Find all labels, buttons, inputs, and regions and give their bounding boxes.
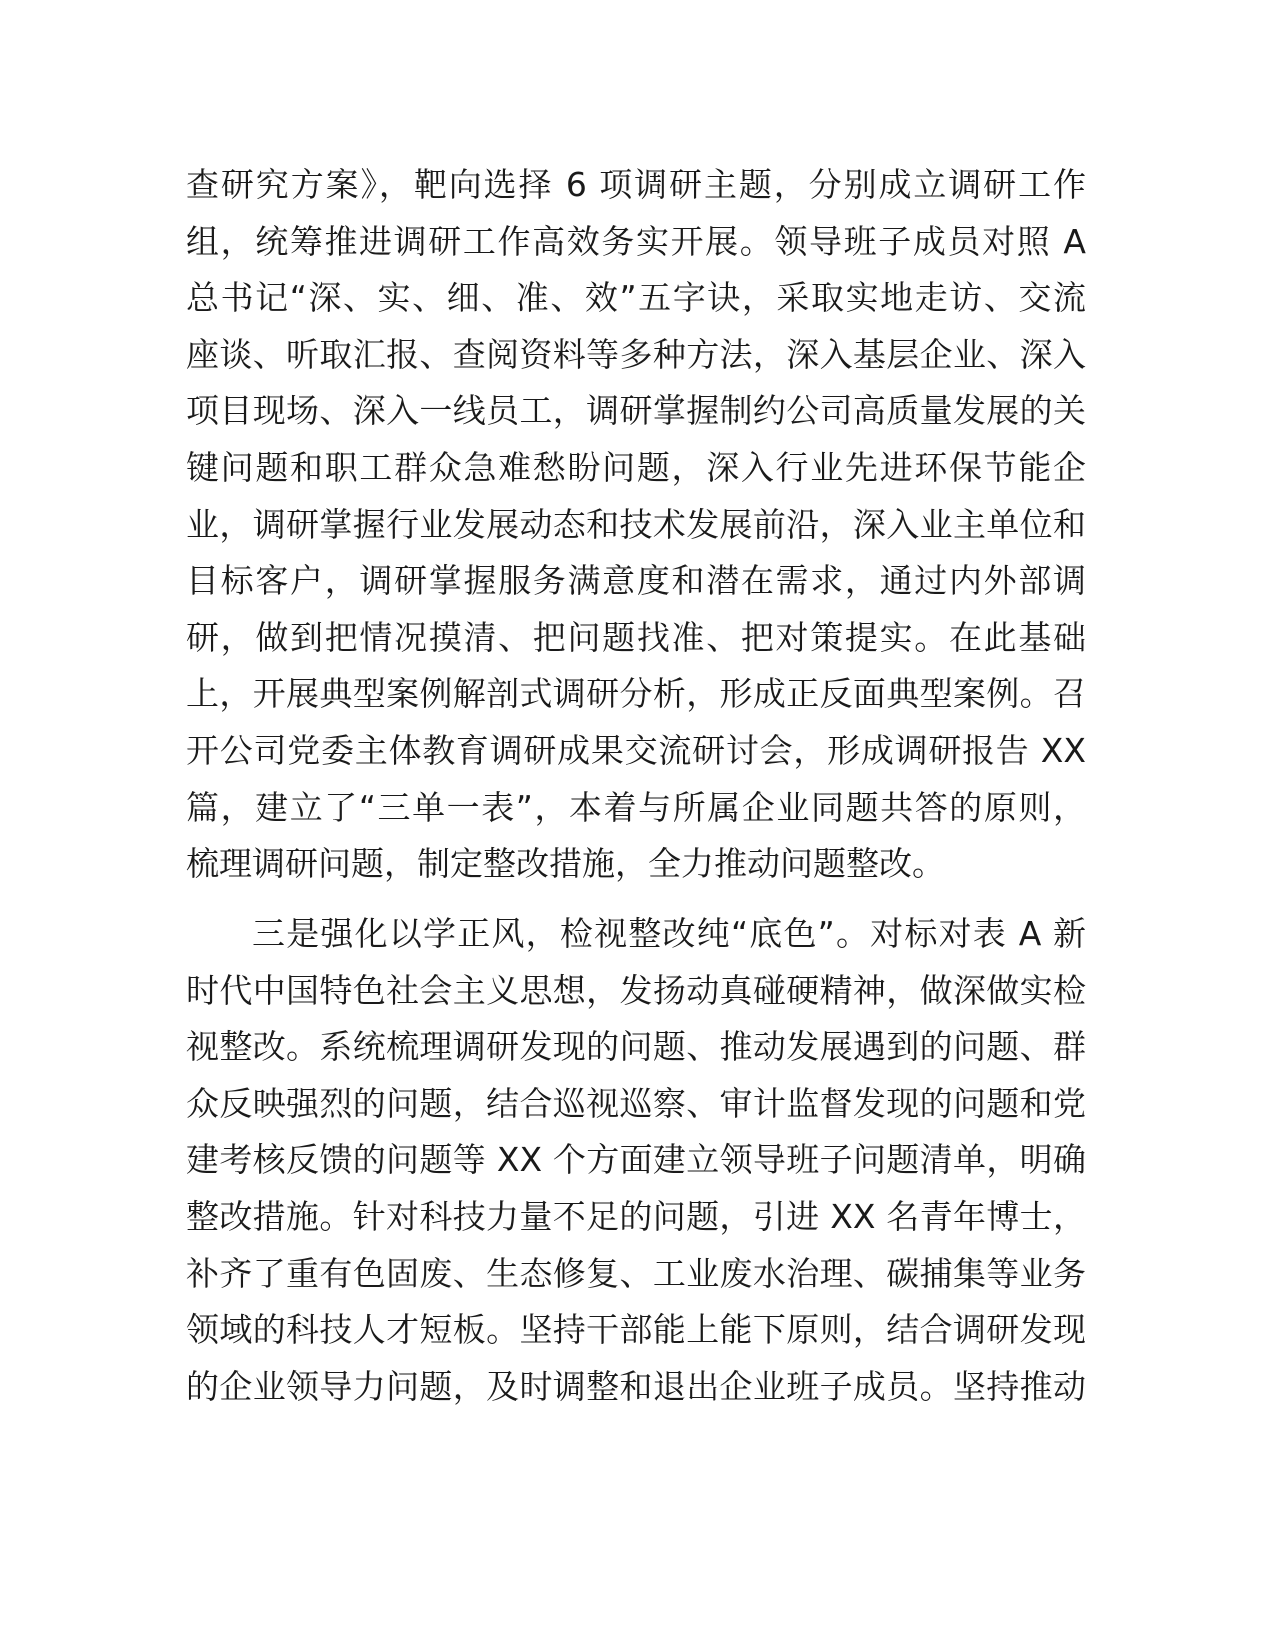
text-line: 梳理调研问题，制定整改措施，全力推动问题整改。	[186, 844, 945, 884]
text-line: 众反映强烈的问题，结合巡视巡察、审计监督发现的问题和党	[186, 1083, 1086, 1123]
text-line: 业，调研掌握行业发展动态和技术发展前沿，深入业主单位和	[186, 504, 1086, 544]
text-line: 项目现场、深入一线员工，调研掌握制约公司高质量发展的关	[186, 391, 1086, 431]
text-line: 组，统筹推进调研工作高效务实开展。领导班子成员对照 A	[186, 221, 1086, 261]
text-line: 的企业领导力问题，及时调整和退出企业班子成员。坚持推动	[186, 1366, 1086, 1406]
paragraph-research	[186, 157, 1086, 893]
text-line: 三是强化以学正风，检视整改纯“底色”。对标对表 A 新	[252, 914, 1086, 953]
text-line: 篇，建立了“三单一表”，本着与所属企业同题共答的原则，	[186, 787, 1086, 827]
text-line: 研，做到把情况摸清、把问题找准、把对策提实。在此基础	[186, 617, 1086, 657]
text-line: 座谈、听取汇报、查阅资料等多种方法，深入基层企业、深入	[186, 334, 1086, 374]
text-line: 目标客户，调研掌握服务满意度和潜在需求，通过内外部调	[186, 561, 1086, 601]
text-line: 建考核反馈的问题等 XX 个方面建立领导班子问题清单，明确	[186, 1140, 1086, 1180]
text-line: 补齐了重有色固废、生态修复、工业废水治理、碳捕集等业务	[186, 1253, 1086, 1293]
text-line: 查研究方案》，靶向选择 6 项调研主题，分别成立调研工作	[186, 165, 1086, 204]
text-line: 上，开展典型案例解剖式调研分析，形成正反面典型案例。召	[186, 674, 1086, 714]
text-line: 领域的科技人才短板。坚持干部能上能下原则，结合调研发现	[186, 1310, 1086, 1350]
text-line: 总书记“深、实、细、准、效”五字诀，采取实地走访、交流	[186, 278, 1086, 318]
text-line: 视整改。系统梳理调研发现的问题、推动发展遇到的问题、群	[186, 1027, 1086, 1067]
text-line: 时代中国特色社会主义思想，发扬动真碰硬精神，做深做实检	[186, 970, 1086, 1010]
text-line: 开公司党委主体教育调研成果交流研讨会，形成调研报告 XX	[186, 730, 1086, 770]
text-line: 整改措施。针对科技力量不足的问题，引进 XX 名青年博士，	[186, 1196, 1086, 1236]
text-line: 键问题和职工群众急难愁盼问题，深入行业先进环保节能企	[186, 447, 1086, 487]
paragraph-rectification	[186, 906, 1086, 1415]
